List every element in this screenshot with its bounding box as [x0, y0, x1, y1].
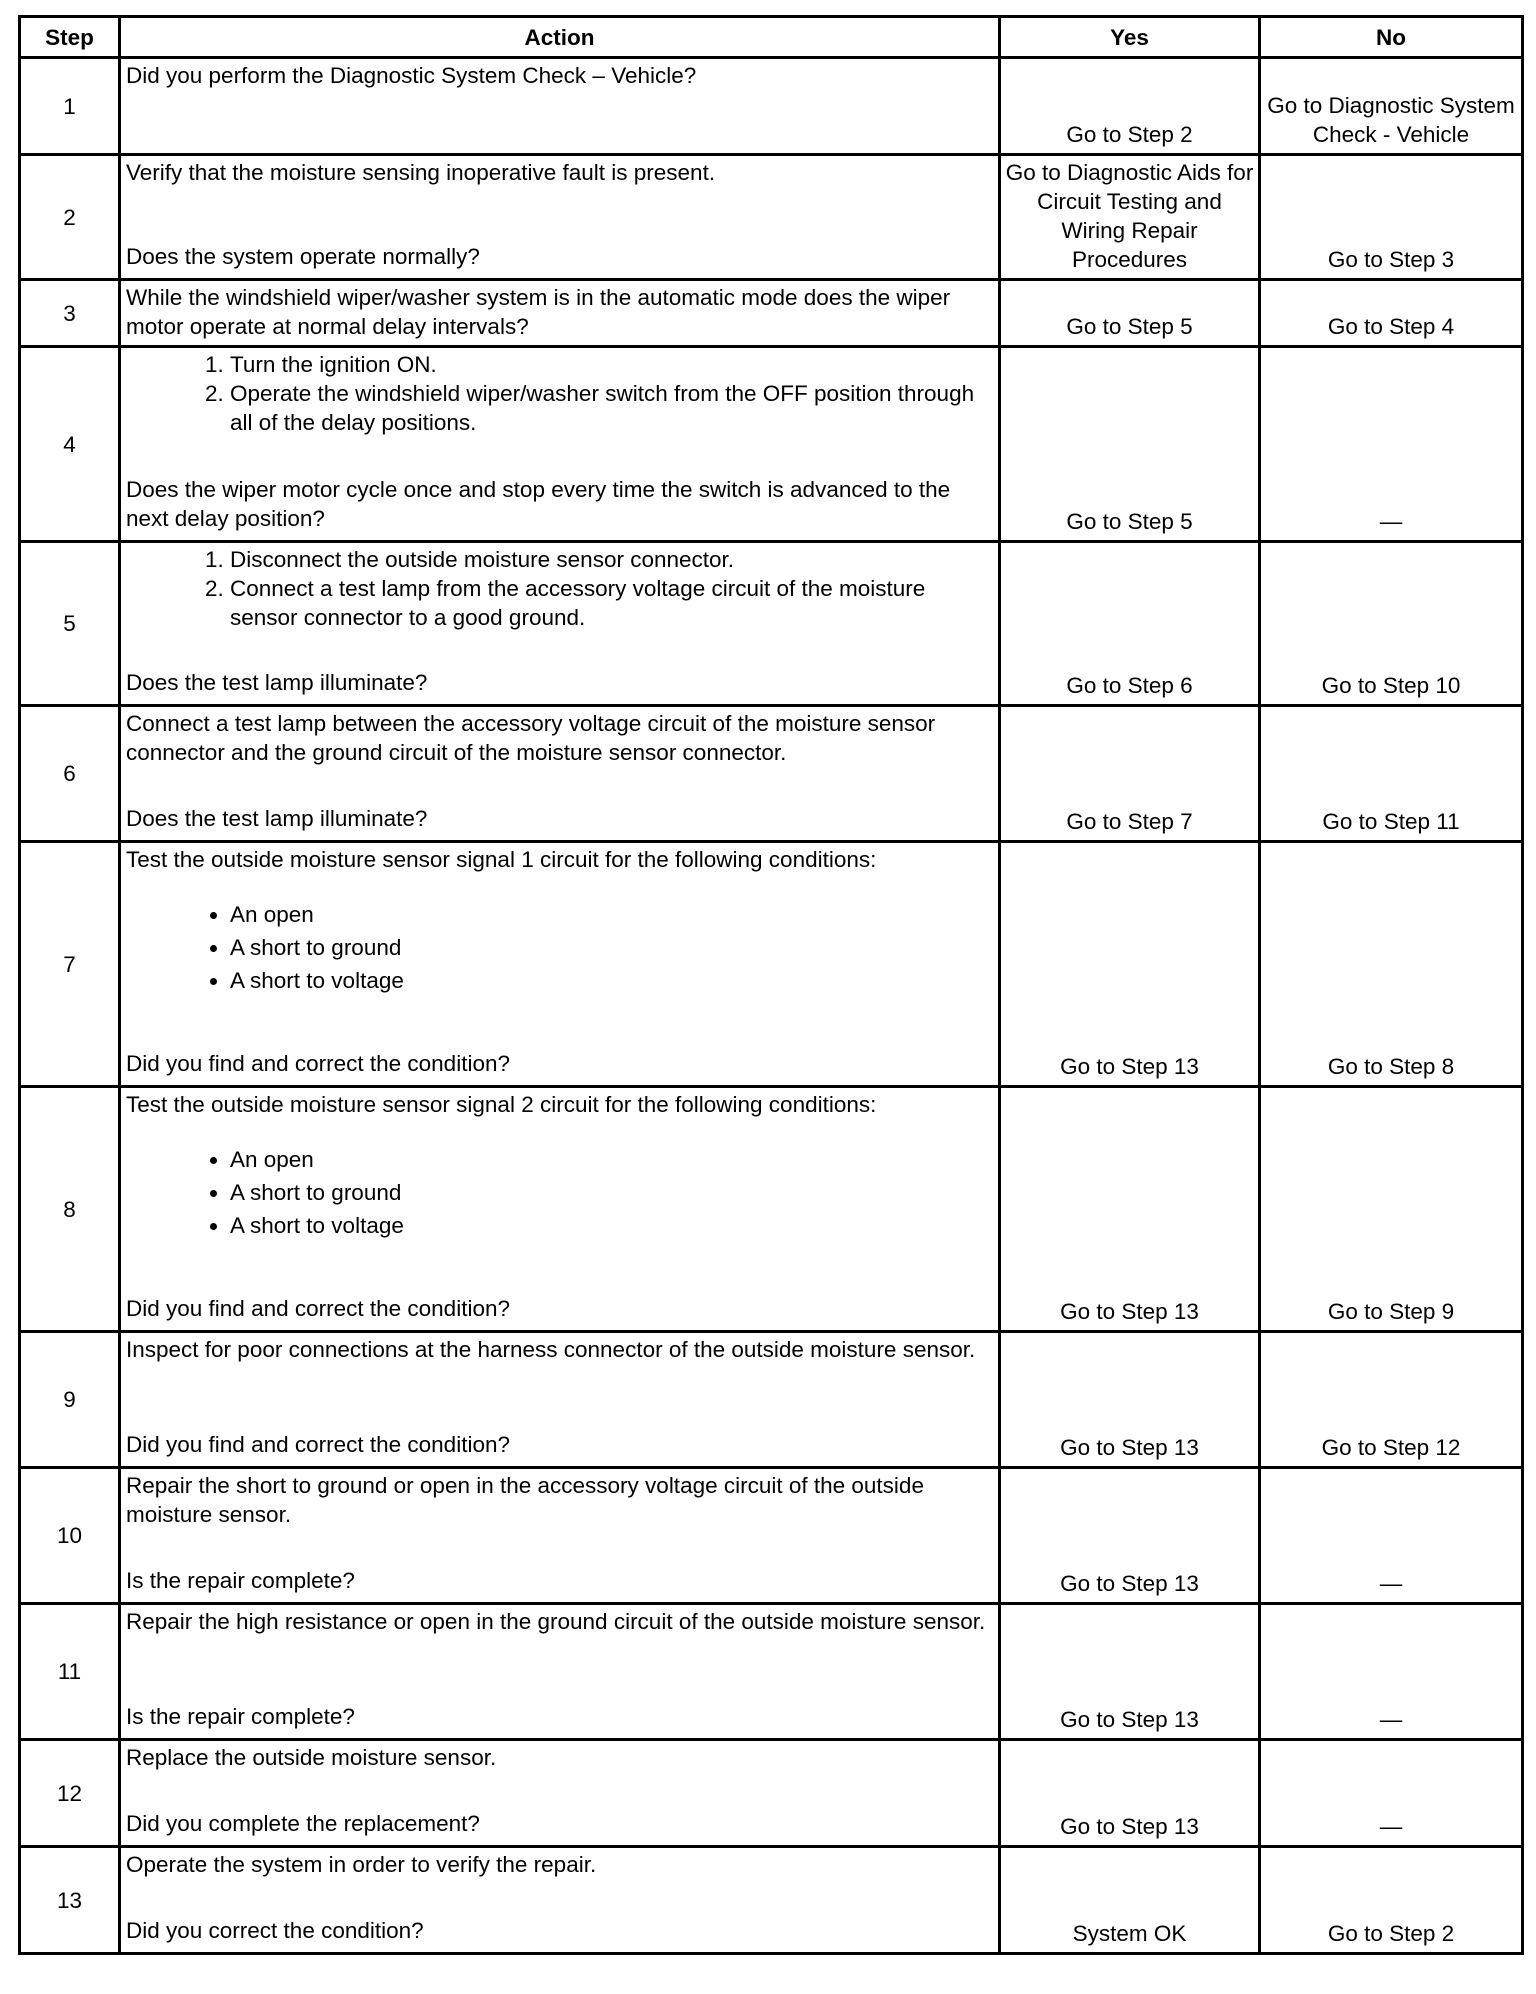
condition-item: • A short to ground [230, 1176, 994, 1209]
condition-item: • A short to voltage [230, 964, 994, 997]
table-row [20, 1740, 1523, 1847]
action-question: Did you correct the condition? [126, 1918, 424, 1943]
yes-result: Go to Step 5 [1000, 280, 1260, 347]
action-text: Inspect for poor connections at the harness connector of the outside moisture sensor. [126, 1337, 976, 1362]
step-number: 5 [20, 542, 120, 706]
table-row [20, 542, 1523, 706]
no-result: Go to Step 4 [1260, 280, 1523, 347]
action-cell [120, 1087, 1000, 1332]
action-instructions [126, 545, 994, 632]
action-text: Verify that the moisture sensing inoperative fault is present. [126, 160, 716, 185]
step-number: 11 [20, 1604, 120, 1740]
yes-result: Go to Step 13 [1000, 1740, 1260, 1847]
action-instructions [126, 1743, 994, 1772]
action-text: Test the outside moisture sensor signal 1 circuit for the following conditions: [126, 847, 877, 872]
action-instructions [126, 1471, 994, 1529]
action-question: Did you find and correct the condition? [126, 1051, 510, 1076]
action-instructions [126, 709, 994, 767]
step-number: 3 [20, 280, 120, 347]
action-question: Did you find and correct the condition? [126, 1432, 510, 1457]
action-content [126, 845, 994, 1078]
table-row [20, 842, 1523, 1087]
yes-result: Go to Step 13 [1000, 1604, 1260, 1740]
table-row [20, 1468, 1523, 1604]
step-number: 10 [20, 1468, 120, 1604]
action-cell [120, 1604, 1000, 1740]
condition-item: • A short to voltage [230, 1209, 994, 1242]
no-result: Go to Step 8 [1260, 842, 1523, 1087]
condition-item: • An open [230, 1143, 994, 1176]
action-instructions [126, 1090, 994, 1242]
action-cell [120, 542, 1000, 706]
action-text: Replace the outside moisture sensor. [126, 1745, 497, 1770]
action-content [126, 545, 994, 697]
action-cell [120, 347, 1000, 542]
table-row [20, 1332, 1523, 1468]
step-number: 8 [20, 1087, 120, 1332]
table-row [20, 58, 1523, 155]
action-text: While the windshield wiper/washer system is in the automatic mode does the wiper motor operate at normal delay intervals? [126, 285, 951, 339]
step-number: 13 [20, 1847, 120, 1954]
action-text: Test the outside moisture sensor signal 2 circuit for the following conditions: [126, 1092, 877, 1117]
action-content [126, 1607, 994, 1731]
action-cell [120, 1740, 1000, 1847]
action-content [126, 1850, 994, 1945]
table-row [20, 1847, 1523, 1954]
action-instructions [126, 845, 994, 997]
no-result: — [1260, 1604, 1523, 1740]
step-number: 7 [20, 842, 120, 1087]
numbered-step: 1. Disconnect the outside moisture sensor connector. [230, 545, 994, 574]
action-text: Connect a test lamp between the accessory voltage circuit of the moisture sensor connector and the ground circuit of the moisture sensor connector. [126, 711, 936, 765]
action-text: Repair the short to ground or open in the accessory voltage circuit of the outside moisture sensor. [126, 1473, 924, 1527]
condition-list [192, 1143, 994, 1242]
action-text: Repair the high resistance or open in the ground circuit of the outside moisture sensor. [126, 1609, 986, 1634]
table-row [20, 280, 1523, 347]
action-cell [120, 280, 1000, 347]
action-cell [120, 1847, 1000, 1954]
table-row [20, 347, 1523, 542]
action-question: Does the wiper motor cycle once and stop every time the switch is advanced to the next delay position? [126, 477, 951, 531]
action-instructions [126, 1607, 994, 1636]
no-result: Go to Diagnostic System Check - Vehicle [1260, 58, 1523, 155]
step-number: 2 [20, 155, 120, 280]
step-number: 4 [20, 347, 120, 542]
table-row [20, 1604, 1523, 1740]
yes-result: System OK [1000, 1847, 1260, 1954]
header-step: Step [20, 17, 120, 58]
header-action: Action [120, 17, 1000, 58]
header-row [20, 17, 1523, 58]
no-result: Go to Step 2 [1260, 1847, 1523, 1954]
header-no: No [1260, 17, 1523, 58]
action-content [126, 158, 994, 271]
condition-list [192, 898, 994, 997]
table-row [20, 706, 1523, 842]
yes-result: Go to Step 13 [1000, 1332, 1260, 1468]
action-instructions [126, 1850, 994, 1879]
action-question: Is the repair complete? [126, 1704, 355, 1729]
step-number: 12 [20, 1740, 120, 1847]
no-result: Go to Step 11 [1260, 706, 1523, 842]
action-cell [120, 1468, 1000, 1604]
header-yes: Yes [1000, 17, 1260, 58]
table-row [20, 1087, 1523, 1332]
yes-result: Go to Step 13 [1000, 1468, 1260, 1604]
action-question: Is the repair complete? [126, 1568, 355, 1593]
condition-item: • A short to ground [230, 931, 994, 964]
yes-result: Go to Step 7 [1000, 706, 1260, 842]
numbered-steps [192, 545, 994, 632]
table-body [20, 58, 1523, 1954]
action-cell [120, 706, 1000, 842]
action-cell [120, 842, 1000, 1087]
action-content [126, 1471, 994, 1595]
step-number: 9 [20, 1332, 120, 1468]
action-question: Does the system operate normally? [126, 244, 480, 269]
action-content [126, 1090, 994, 1323]
no-result: — [1260, 1740, 1523, 1847]
action-content [126, 709, 994, 833]
action-cell [120, 58, 1000, 155]
action-instructions [126, 61, 994, 90]
action-text: Did you perform the Diagnostic System Check – Vehicle? [126, 63, 697, 88]
diagnostic-table [18, 15, 1524, 1955]
action-instructions [126, 350, 994, 437]
action-content [126, 283, 994, 341]
numbered-step: 2. Operate the windshield wiper/washer switch from the OFF position through all of the delay positions. [230, 379, 994, 437]
step-number: 1 [20, 58, 120, 155]
no-result: — [1260, 347, 1523, 542]
action-cell [120, 155, 1000, 280]
action-content [126, 1335, 994, 1459]
yes-result: Go to Step 13 [1000, 1087, 1260, 1332]
action-question: Did you find and correct the condition? [126, 1296, 510, 1321]
action-question: Does the test lamp illuminate? [126, 806, 428, 831]
yes-result: Go to Diagnostic Aids for Circuit Testing and Wiring Repair Procedures [1000, 155, 1260, 280]
yes-result: Go to Step 5 [1000, 347, 1260, 542]
yes-result: Go to Step 6 [1000, 542, 1260, 706]
action-instructions [126, 283, 994, 341]
yes-result: Go to Step 2 [1000, 58, 1260, 155]
numbered-step: 1. Turn the ignition ON. [230, 350, 994, 379]
action-instructions [126, 1335, 994, 1364]
yes-result: Go to Step 13 [1000, 842, 1260, 1087]
step-number: 6 [20, 706, 120, 842]
no-result: Go to Step 9 [1260, 1087, 1523, 1332]
action-content [126, 61, 994, 146]
action-cell [120, 1332, 1000, 1468]
action-content [126, 350, 994, 533]
numbered-step: 2. Connect a test lamp from the accessory voltage circuit of the moisture sensor connector to a good ground. [230, 574, 994, 632]
numbered-steps [192, 350, 994, 437]
action-question: Does the test lamp illuminate? [126, 670, 428, 695]
no-result: Go to Step 12 [1260, 1332, 1523, 1468]
action-instructions [126, 158, 994, 187]
action-text: Operate the system in order to verify the repair. [126, 1852, 597, 1877]
action-question: Did you complete the replacement? [126, 1811, 480, 1836]
no-result: Go to Step 3 [1260, 155, 1523, 280]
condition-item: • An open [230, 898, 994, 931]
no-result: Go to Step 10 [1260, 542, 1523, 706]
table-row [20, 155, 1523, 280]
action-content [126, 1743, 994, 1838]
no-result: — [1260, 1468, 1523, 1604]
